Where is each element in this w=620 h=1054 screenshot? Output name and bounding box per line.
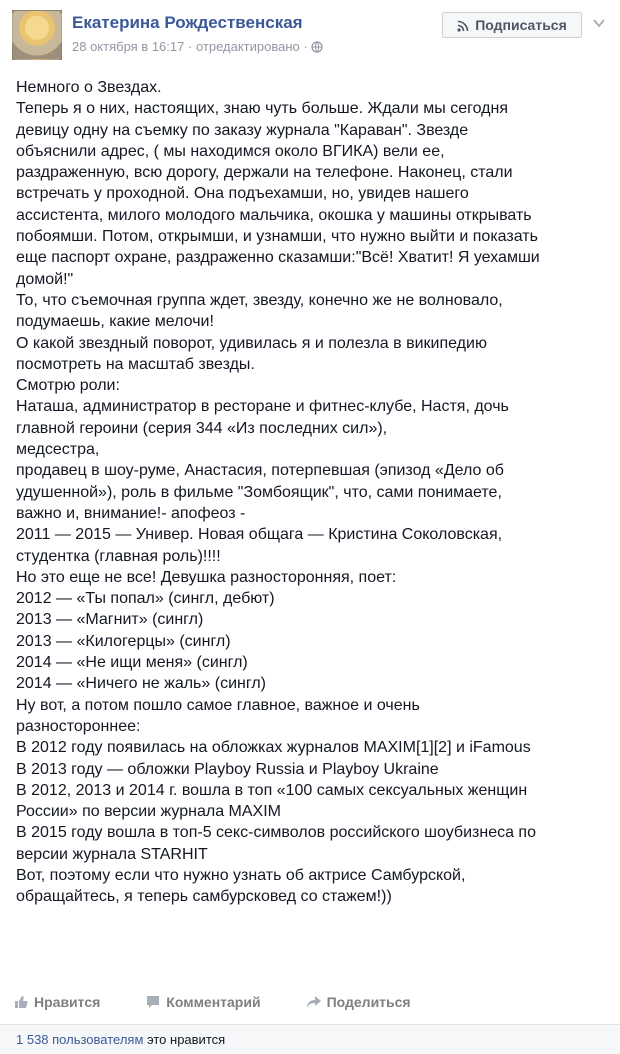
post-text-line: объяснили адрес, ( мы находимся около ВГИКА) вели ее, <box>16 142 445 160</box>
post-text-line: главной героини (серия 344 «Из последних сил»), <box>16 419 388 437</box>
post-text-line: еще паспорт охране, раздраженно сказамши:"Всё! Хватит! Я уехамши <box>16 249 540 267</box>
post-text-line: О какой звездный поворот, удивилась я и полезла в википедию <box>16 334 487 352</box>
chevron-down-icon[interactable] <box>592 16 606 30</box>
post-text-line: В 2015 году вошла в топ-5 секс-символов российского шоубизнеса по <box>16 824 536 842</box>
post-text-line: побоямши. Потом, открымши, и узнамши, что нужно выйти и показать <box>16 228 538 246</box>
likes-count-link[interactable]: 1 538 пользователям <box>16 1032 144 1047</box>
edited-label[interactable]: отредактировано <box>195 39 300 54</box>
share-button[interactable] <box>307 994 411 1010</box>
post-meta <box>72 39 323 54</box>
post-text-line: В 2012 году появилась на обложках журналов MAXIM[1][2] и iFamous <box>16 739 531 757</box>
comment-button[interactable] <box>146 994 260 1010</box>
post-text-line: ассистента, милого молодого мальчика, окошка у машины открывать <box>16 206 532 224</box>
post-text-line: Смотрю роли: <box>16 377 120 395</box>
post-text-line: То, что съемочная группа ждет, звезду, конечно же не волновало, <box>16 291 503 309</box>
post-body <box>16 77 608 908</box>
author-name[interactable]: Екатерина Рождественская <box>72 13 303 32</box>
post-text-line: Наташа, администратор в ресторане и фитнес-клубе, Настя, дочь <box>16 398 509 416</box>
meta-separator: · <box>184 39 196 54</box>
post-text-line: подумаешь, какие мелочи! <box>16 313 214 331</box>
post-text-line: разностороннее: <box>16 717 141 735</box>
post-text-line: 2014 — «Не ищи меня» (сингл) <box>16 654 248 672</box>
post-text-line: Немного о Звездах. <box>16 79 162 96</box>
post-actions <box>14 990 457 1014</box>
post-text-line: встречать у проходной. Она подъехамши, но, увидев нашего <box>16 185 469 203</box>
post-text-line: 2013 — «Килогерцы» (сингл) <box>16 632 231 650</box>
post-text-line: продавец в шоу-руме, Анастасия, потерпевшая (эпизод «Дело об <box>16 462 504 480</box>
likes-summary <box>16 1032 225 1047</box>
post-text-line: важно и, внимание!- апофеоз - <box>16 504 246 522</box>
thumbs-up-icon <box>14 995 28 1009</box>
post-text-line: В 2012, 2013 и 2014 г. вошла в топ «100 самых сексуальных женщин <box>16 781 528 799</box>
post-text-line: версии журнала STARHIT <box>16 845 208 863</box>
post-text-line: Ну вот, а потом пошло самое главное, важное и очень <box>16 696 420 714</box>
post-text-line: Вот, поэтому если что нужно узнать об актрисе Самбурской, <box>16 866 466 884</box>
comment-icon <box>146 995 160 1009</box>
rss-icon <box>457 19 469 31</box>
post-text-line: России» по версии журнала MAXIM <box>16 803 281 821</box>
post-text-line: Но это еще не все! Девушка разносторонняя, поет: <box>16 568 397 586</box>
comment-label: Комментарий <box>166 994 261 1010</box>
share-label: Поделиться <box>326 994 411 1010</box>
subscribe-button[interactable] <box>442 12 582 38</box>
likes-bar <box>0 1025 620 1054</box>
post-text-line: обращайтесь, я теперь самбурсковед со стажем!)) <box>16 888 392 906</box>
post-text-line: медсестра, <box>16 441 100 459</box>
post-header <box>12 10 608 62</box>
globe-icon[interactable] <box>311 41 323 53</box>
like-button[interactable] <box>14 994 100 1010</box>
subscribe-label: Подписаться <box>475 17 567 33</box>
post-text-line: 2011 — 2015 — Универ. Новая общага — Кристина Соколовская, <box>16 526 503 544</box>
post-text-line: удушенной»), роль в фильме "Зомбоящик", что, сами понимаете, <box>16 483 502 501</box>
post-text-line: домой!" <box>16 270 74 288</box>
author-avatar[interactable] <box>12 10 62 60</box>
meta-separator-2: · <box>299 39 312 54</box>
post-date[interactable]: 28 октября в 16:17 <box>72 39 185 54</box>
likes-suffix: это нравится <box>143 1032 226 1047</box>
post-text-line: 2012 — «Ты попал» (сингл, дебют) <box>16 590 275 608</box>
post-text-line: студентка (главная роль)!!!! <box>16 547 221 565</box>
post-text-line: посмотреть на масштаб звезды. <box>16 355 255 373</box>
post-text-line: В 2013 году — обложки Playboy Russia и Playboy Ukraine <box>16 760 439 778</box>
like-label: Нравится <box>34 994 101 1010</box>
post-text-line: 2014 — «Ничего не жаль» (сингл) <box>16 675 266 693</box>
share-icon <box>307 995 321 1009</box>
post-text-line: раздраженную, всю дорогу, держали на телефоне. Наконец, стали <box>16 164 513 182</box>
post-text-line: 2013 — «Магнит» (сингл) <box>16 611 204 629</box>
post-text-line: Теперь я о них, настоящих, знаю чуть больше. Ждали мы сегодня <box>16 100 508 118</box>
post-text-line: девицу одну на съемку по заказу журнала "Караван". Звезде <box>16 121 469 139</box>
